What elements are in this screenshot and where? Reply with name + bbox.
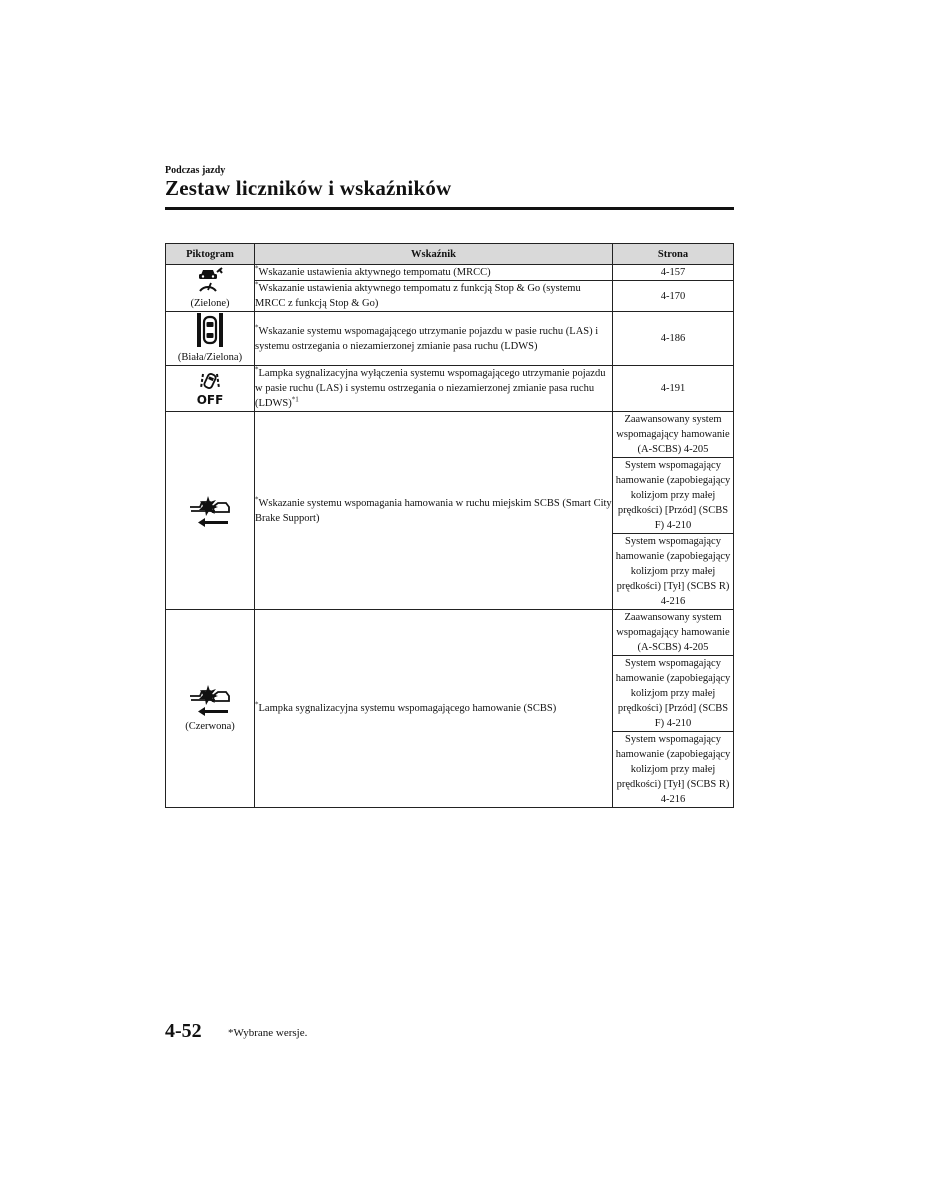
- pictogram-caption: (Zielone): [190, 297, 230, 309]
- page-reference: Zaawansowany system wspomagający hamowanie (A-SCBS) 4-205: [613, 412, 734, 458]
- indicator-description: *Wskazanie systemu wspomagającego utrzymanie pojazdu w pasie ruchu (LAS) i systemu ostrzegania o niezamierzonej zmianie pasa ruchu (LDWS): [255, 312, 613, 366]
- indicator-description: *Wskazanie systemu wspomagania hamowania w ruchu miejskim SCBS (Smart City Brake Support): [255, 412, 613, 610]
- table-row: [166, 610, 734, 656]
- indicator-description: *Lampka sygnalizacyjna systemu wspomagającego hamowanie (SCBS): [255, 610, 613, 808]
- page-title: Zestaw liczników i wskaźników: [165, 176, 452, 200]
- lane-keep-icon: [166, 312, 254, 348]
- page-reference: 4-191: [613, 366, 734, 412]
- pictogram-caption: (Biała/Zielona): [177, 352, 243, 363]
- pictogram-caption: (Czerwona): [185, 721, 235, 732]
- indicator-description: *Wskazanie ustawienia aktywnego tempomatu z funkcją Stop & Go (systemu MRCC z funkcją Stop & Go): [255, 281, 613, 312]
- page-reference: 4-186: [613, 312, 734, 366]
- page-reference: System wspomagający hamowanie (zapobiegający kolizjom przy małej prędkości) [Przód] (SCBS F) 4-210: [613, 458, 734, 534]
- table-row: [166, 265, 734, 281]
- table-row: [166, 412, 734, 458]
- indicator-table: [165, 243, 734, 808]
- title-rule: [165, 207, 734, 210]
- table-header-row: [166, 244, 734, 265]
- pictogram-cell: [166, 312, 255, 366]
- header-pictogram: Piktogram: [166, 244, 255, 265]
- header-indicator: Wskaźnik: [255, 244, 613, 265]
- pictogram-cell: [166, 610, 255, 808]
- indicator-description: *Lampka sygnalizacyjna wyłączenia systemu wspomagającego utrzymanie pojazdu w pasie ruchu (LAS) i systemu ostrzegania o niezamierzonej zmianie pasa ruchu (LDWS)$^{*1}$: [255, 366, 613, 412]
- section-label: Podczas jazdy: [165, 165, 226, 176]
- table-row: [166, 366, 734, 412]
- page-reference: 4-170: [613, 281, 734, 312]
- pictogram-cell: [166, 265, 255, 312]
- scbs-warning-icon: [166, 683, 254, 717]
- footnote: *Wybrane wersje.: [228, 1027, 308, 1039]
- page-reference: System wspomagający hamowanie (zapobiegający kolizjom przy małej prędkości) [Tył] (SCBS R) 4-216: [613, 534, 734, 610]
- radar-cruise-icon: [166, 266, 254, 294]
- header-page: Strona: [613, 244, 734, 265]
- page-reference: System wspomagający hamowanie (zapobiegający kolizjom przy małej prędkości) [Przód] (SCBS F) 4-210: [613, 656, 734, 732]
- pictogram-cell: [166, 366, 255, 412]
- lane-off-icon: [166, 372, 254, 406]
- svg-text:OFF: OFF: [196, 392, 224, 406]
- page-reference: Zaawansowany system wspomagający hamowanie (A-SCBS) 4-205: [613, 610, 734, 656]
- pictogram-cell: [166, 412, 255, 610]
- scbs-icon: [166, 494, 254, 528]
- page-reference: System wspomagający hamowanie (zapobiegający kolizjom przy małej prędkości) [Tył] (SCBS R) 4-216: [613, 732, 734, 808]
- indicator-description: *Wskazanie ustawienia aktywnego tempomatu (MRCC): [255, 265, 613, 281]
- page-reference: 4-157: [613, 265, 734, 281]
- table-row: [166, 312, 734, 366]
- page-number: 4-52: [165, 1020, 202, 1042]
